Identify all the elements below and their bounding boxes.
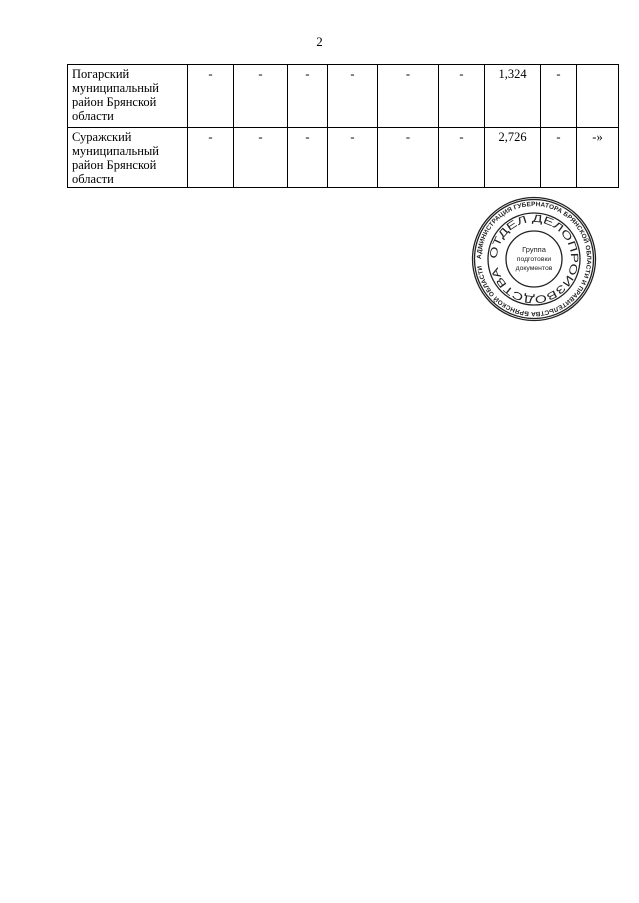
table-cell: -: [288, 65, 328, 128]
stamp-outer-text: АДМИНИСТРАЦИЯ ГУБЕРНАТОРА БРЯНСКОЙ ОБЛАСТИ И ПРАВИТЕЛЬСТВА БРЯНСКОЙ ОБЛАСТИ: [475, 200, 593, 318]
table-cell: -: [378, 128, 439, 188]
table-cell: -: [328, 128, 378, 188]
table-cell: -: [541, 65, 577, 128]
table-cell: -: [288, 128, 328, 188]
stamp-center-line: документов: [515, 265, 553, 272]
table-cell: -»: [577, 128, 619, 188]
table-cell: [577, 65, 619, 128]
table-row: [68, 65, 619, 128]
page-number: 2: [316, 34, 323, 49]
table-cell: 1,324: [485, 65, 541, 128]
table-cell: -: [234, 65, 288, 128]
stamp-inner-text: ОТДЕЛ ДЕЛОПРОИЗВОДСТВА: [487, 212, 581, 306]
table-cell: -: [188, 128, 234, 188]
stamp-center-line: подготовки: [516, 256, 552, 263]
table-cell: -: [234, 128, 288, 188]
table-row: [68, 128, 619, 188]
table-cell: -: [439, 128, 485, 188]
table-cell: -: [439, 65, 485, 128]
district-name-cell: Погарский муниципальный район Брянской области: [68, 65, 188, 128]
table-cell: 2,726: [485, 128, 541, 188]
table-cell: -: [378, 65, 439, 128]
data-table: [67, 64, 619, 188]
stamp-center-line: Группа: [522, 245, 546, 254]
official-stamp: [471, 196, 597, 322]
table-cell: -: [328, 65, 378, 128]
district-name-cell: Суражский муниципальный район Брянской области: [68, 128, 188, 188]
table-cell: -: [541, 128, 577, 188]
table-cell: -: [188, 65, 234, 128]
